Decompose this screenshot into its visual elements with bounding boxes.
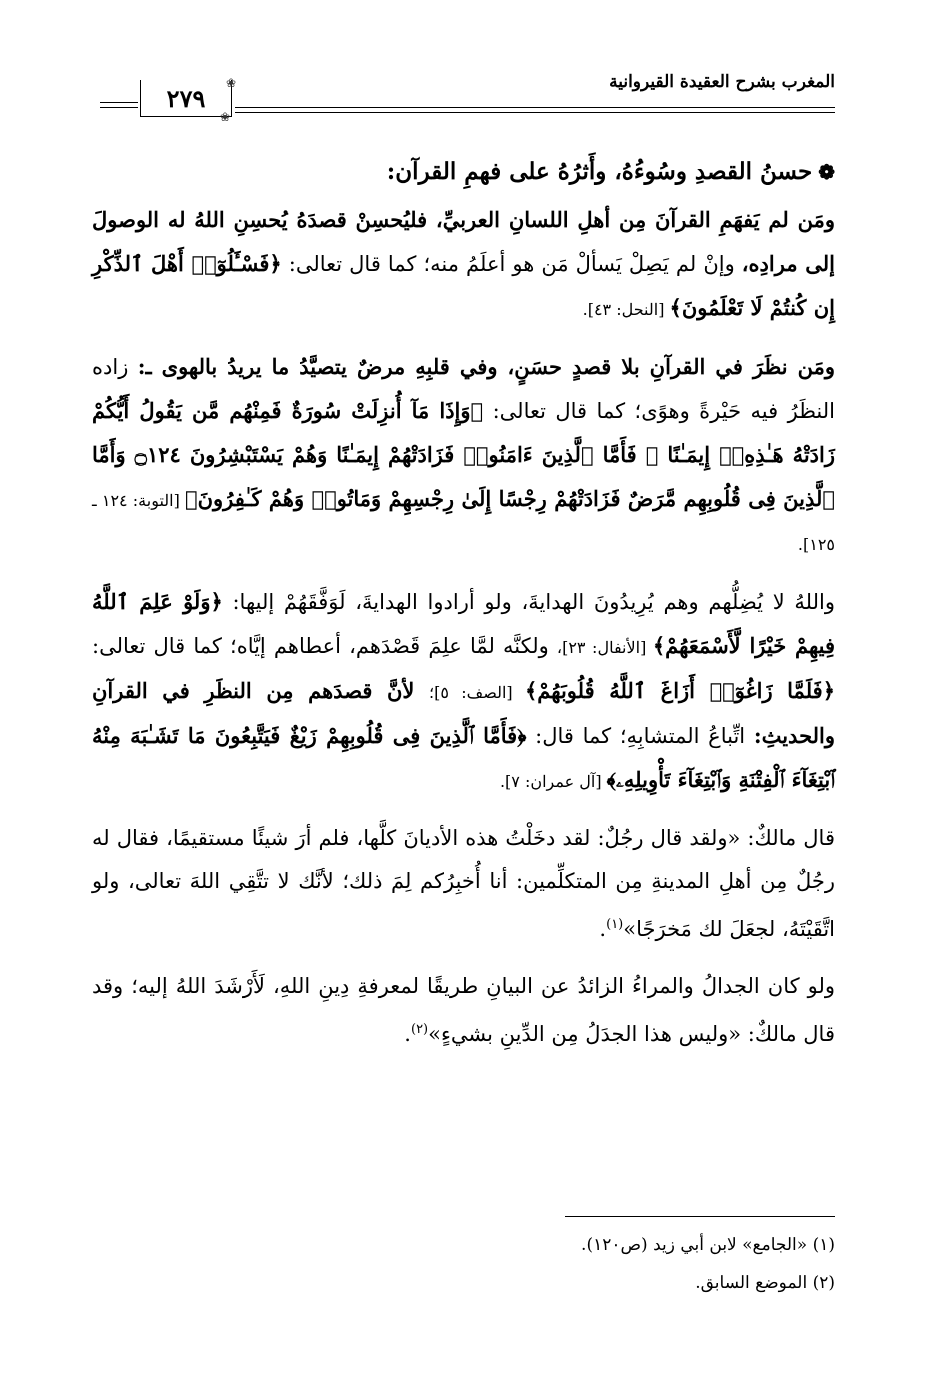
footnotes bbox=[92, 1226, 835, 1302]
running-header bbox=[100, 62, 835, 132]
text: قال مالكٌ: «ولقد قال رجُلٌ: لقد دخَلْتُ هذه الأديانَ كلَّها، فلم أرَ شيئًا مستقيمًا، فقال له رجُلٌ مِن أهلِ المدينةِ مِن المتكلِّمين: أنا أُخبِرُكم لِمَ ذلك؛ لأنَّك لا تتَّقِي اللهَ تعالى، ولو اتَّقَيْتَهُ، لجعَلَ لك مَخرَجًا» bbox=[92, 826, 835, 941]
header-rule-thin bbox=[235, 112, 835, 113]
footnote-marker: (٢) bbox=[410, 1022, 429, 1037]
verse-reference: [التوبة: ١٢٤ ـ ١٢٥]. bbox=[92, 491, 835, 554]
paragraph: قال مالكٌ: «ولقد قال رجُلٌ: لقد دخَلْتُ هذه الأديانَ كلَّها، فلم أرَ شيئًا مستقيمًا، فقال له رجُلٌ مِن أهلِ المدينةِ مِن المتكلِّمين: أنا أُخبِرُكم لِمَ ذلك؛ لأنَّك لا تتَّقِي اللهَ تعالى، ولو اتَّقَيْتَهُ، لجعَلَ لك مَخرَجًا»$^{(١)}$. bbox=[92, 826, 835, 941]
header-rule-left bbox=[100, 102, 138, 103]
text: اتِّباعُ المتشابِهِ؛ كما قال: bbox=[526, 724, 754, 748]
bold-text: ومَن نظَرَ في القرآنِ بلا قصدٍ حسَنٍ، وفي قلبِهِ مرضٌ يتصيَّدُ ما يريدُ بالهوى ـ: bbox=[137, 354, 835, 379]
ornament-icon: ❀ bbox=[226, 76, 237, 90]
quran-verse: ﴿وَإِذَا مَآ أُنزِلَتْ سُورَةٌ فَمِنْهُم مَّن يَقُولُ أَيُّكُمْ زَادَتْهُ هَـٰذِهِۦٓ إِيمَـٰنًا ۚ فَأَمَّا ٱلَّذِينَ ءَامَنُوا۟ فَزَادَتْهُمْ إِيمَـٰنًا وَهُمْ يَسْتَبْشِرُونَ ۝١٢٤ وَأَمَّا ٱلَّذِينَ فِى قُلُوبِهِم مَّرَضٌ فَزَادَتْهُمْ رِجْسًا إِلَىٰ رِجْسِهِمْ وَمَاتُوا۟ وَهُمْ كَـٰفِرُونَ﴾ bbox=[92, 398, 835, 511]
header-rule bbox=[235, 107, 835, 108]
quran-verse: ﴿وَلَوْ عَلِمَ ٱللَّهُ فِيهِمْ خَيْرًا لَّأَسْمَعَهُمْ﴾ bbox=[92, 589, 835, 658]
quran-verse: ﴿فَأَمَّا ٱلَّذِينَ فِى قُلُوبِهِمْ زَيْغٌ فَيَتَّبِعُونَ مَا تَشَـٰبَهَ مِنْهُ ٱبْتِغَآءَ ٱلْفِتْنَةِ وَٱبْتِغَآءَ تَأْوِيلِهِۦ﴾ bbox=[92, 723, 835, 792]
footnote-marker: (١) bbox=[606, 917, 624, 932]
verse-reference: [الأنفال: ٢٣]، bbox=[556, 638, 653, 657]
paragraph: ولو كان الجدالُ والمراءُ الزائدُ عن البيانِ طريقًا لمعرفةِ دِينِ اللهِ، لَأَرْشَدَ اللهُ إليه؛ وقد قال مالكٌ: «وليس هذا الجدَلُ مِن الدِّينِ بشيءٍ»$^{(٢)}$. bbox=[92, 974, 835, 1046]
paragraph bbox=[92, 198, 835, 331]
page-number-frame bbox=[140, 80, 232, 117]
ornament-icon: ❀ bbox=[220, 110, 231, 124]
header-rule-left-thin bbox=[100, 107, 138, 108]
section-heading: ❁حسنُ القصدِ وسُوءُهُ، وأَثرُهُ على فهمِ القرآن: bbox=[386, 158, 835, 185]
footnote: (١) «الجامع» لابن أبي زيد (ص١٢٠). bbox=[581, 1235, 835, 1255]
verse-reference: [الصف: ٥]؛ bbox=[428, 683, 525, 702]
paragraph bbox=[92, 580, 835, 803]
bold-text: ومَن لم يَفهَمِ القرآنَ مِن أهلِ اللسانِ العربيِّ، فليُحسِنْ قصدَهُ يُحسِنِ اللهُ له الوصولَ إلى مرادِه، bbox=[92, 207, 835, 276]
verse-reference: [النحل: ٤٣]. bbox=[582, 300, 670, 319]
footnote: (٢) الموضع السابق. bbox=[695, 1273, 835, 1293]
section-marker-icon: ❁ bbox=[818, 160, 835, 184]
text: زاده النظَرُ فيه حَيْرةً وهوًى؛ كما قال تعالى: bbox=[92, 355, 835, 423]
paragraph bbox=[92, 345, 835, 566]
bold-text: لأنَّ قصدَهم مِن النظَرِ في القرآنِ والحديثِ: bbox=[92, 678, 836, 748]
main-text bbox=[92, 150, 835, 1056]
text: واللهُ لا يُضِلُّهم وهم يُرِيدُونَ الهدايةَ، ولو أرادوا الهدايةَ، لَوَفَّقَهُمْ إليها: bbox=[222, 590, 835, 614]
text: ولكنَّه لمَّا علِمَ قَصْدَهم، أعطاهم إيَّاه؛ كما قال تعالى: bbox=[92, 634, 557, 658]
text: وإنْ لم يَصِلْ يَسألْ مَن هو أعلَمُ منه؛ كما قال تعالى: bbox=[281, 252, 742, 276]
running-title: المغرب بشرح العقيدة القيروانية bbox=[609, 72, 835, 92]
footnote-separator bbox=[565, 1216, 835, 1217]
quran-verse: ﴿فَسْـَٔلُوٓا۟ أَهْلَ ٱلذِّكْرِ إِن كُنتُمْ لَا تَعْلَمُونَ﴾ bbox=[92, 251, 835, 320]
text: ولو كان الجدالُ والمراءُ الزائدُ عن البيانِ طريقًا لمعرفةِ دِينِ اللهِ، لَأَرْشَدَ اللهُ إليه؛ وقد قال مالكٌ: «وليس هذا الجدَلُ مِن الدِّينِ بشيءٍ» bbox=[92, 974, 835, 1046]
page-number: ٢٧٩ bbox=[166, 83, 206, 113]
quran-verse: ﴿فَلَمَّا زَاغُوٓا۟ أَزَاغَ ٱللَّهُ قُلُوبَهُمْ﴾ bbox=[524, 678, 835, 703]
verse-reference: [آل عمران: ٧]. bbox=[499, 772, 607, 791]
